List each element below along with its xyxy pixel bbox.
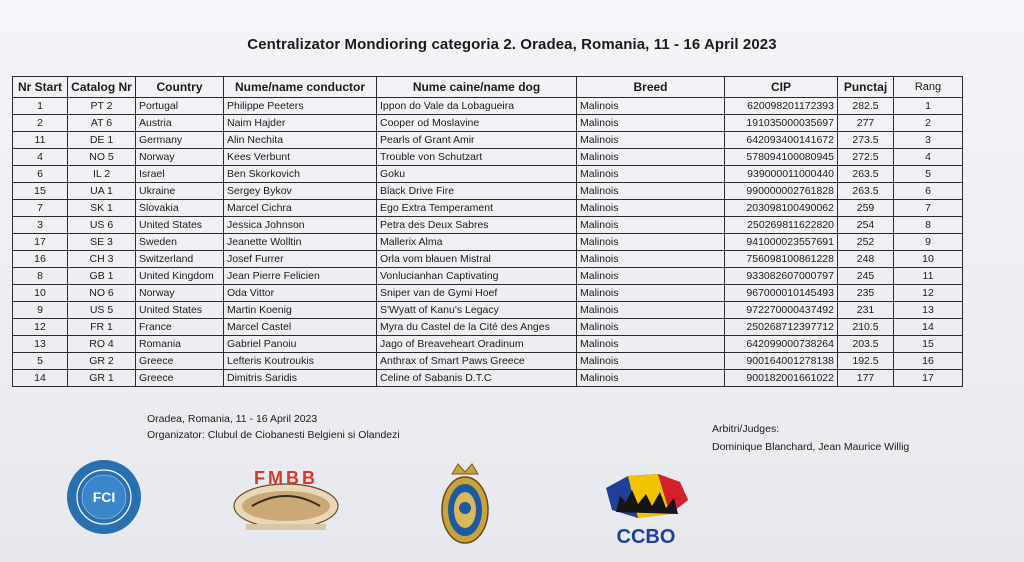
cell-nr-start: 4 <box>13 149 68 166</box>
header-conductor: Nume/name conductor <box>224 77 377 98</box>
cell-nr-start: 14 <box>13 370 68 387</box>
cell-breed: Malinois <box>577 302 725 319</box>
footer-place-date: Oradea, Romania, 11 - 16 April 2023 <box>147 413 318 425</box>
cell-dog-name: Sniper van de Gymi Hoef <box>377 285 577 302</box>
cell-catalog-nr: NO 5 <box>68 149 136 166</box>
table-row <box>13 115 963 132</box>
cell-cip: 642099000738264 <box>725 336 838 353</box>
cell-dog-name: S'Wyatt of Kanu's Legacy <box>377 302 577 319</box>
cell-country: Switzerland <box>136 251 224 268</box>
fmbb-logo-icon <box>226 466 346 536</box>
table-row <box>13 336 963 353</box>
cell-punctaj: 272.5 <box>838 149 894 166</box>
cell-breed: Malinois <box>577 285 725 302</box>
cell-country: Portugal <box>136 98 224 115</box>
cell-breed: Malinois <box>577 149 725 166</box>
cell-nr-start: 9 <box>13 302 68 319</box>
cell-rang: 13 <box>894 302 963 319</box>
cell-cip: 250268712397712 <box>725 319 838 336</box>
cell-rang: 7 <box>894 200 963 217</box>
cell-country: Slovakia <box>136 200 224 217</box>
cell-conductor: Kees Verbunt <box>224 149 377 166</box>
cell-dog-name: Black Drive Fire <box>377 183 577 200</box>
cell-cip: 941000023557691 <box>725 234 838 251</box>
cell-cip: 250269811622820 <box>725 217 838 234</box>
cell-conductor: Jeanette Wolltin <box>224 234 377 251</box>
page-title: Centralizator Mondioring categoria 2. Oradea, Romania, 11 - 16 April 2023 <box>247 36 777 53</box>
footer-organizer-block <box>147 411 400 443</box>
cell-breed: Malinois <box>577 183 725 200</box>
cell-dog-name: Myra du Castel de la Cité des Anges <box>377 319 577 336</box>
table-row <box>13 98 963 115</box>
cell-country: France <box>136 319 224 336</box>
cell-punctaj: 231 <box>838 302 894 319</box>
table-row <box>13 319 963 336</box>
header-rang: Rang <box>894 77 963 98</box>
cell-country: Germany <box>136 132 224 149</box>
cell-punctaj: 263.5 <box>838 166 894 183</box>
cell-cip: 191035000035697 <box>725 115 838 132</box>
cell-country: Ukraine <box>136 183 224 200</box>
cell-rang: 16 <box>894 353 963 370</box>
cell-cip: 642093400141672 <box>725 132 838 149</box>
cell-conductor: Dimitris Saridis <box>224 370 377 387</box>
cell-punctaj: 177 <box>838 370 894 387</box>
cell-conductor: Jessica Johnson <box>224 217 377 234</box>
cell-rang: 6 <box>894 183 963 200</box>
table-row <box>13 234 963 251</box>
cell-dog-name: Pearls of Grant Amir <box>377 132 577 149</box>
cell-breed: Malinois <box>577 132 725 149</box>
fci-logo-icon <box>66 459 142 535</box>
cell-punctaj: 203.5 <box>838 336 894 353</box>
cell-cip: 967000010145493 <box>725 285 838 302</box>
cell-nr-start: 2 <box>13 115 68 132</box>
cell-dog-name: Petra des Deux Sabres <box>377 217 577 234</box>
cell-dog-name: Trouble von Schutzart <box>377 149 577 166</box>
cell-breed: Malinois <box>577 336 725 353</box>
cell-cip: 900182001661022 <box>725 370 838 387</box>
cell-rang: 14 <box>894 319 963 336</box>
cell-rang: 12 <box>894 285 963 302</box>
footer-judges-label: Arbitri/Judges: <box>712 423 780 435</box>
fmbb-logo-text: FMBB <box>254 468 318 488</box>
header-catalog-nr: Catalog Nr <box>68 77 136 98</box>
ccbo-logo-icon <box>598 468 694 550</box>
cell-catalog-nr: US 6 <box>68 217 136 234</box>
cell-rang: 10 <box>894 251 963 268</box>
cell-breed: Malinois <box>577 200 725 217</box>
cell-rang: 4 <box>894 149 963 166</box>
cell-nr-start: 8 <box>13 268 68 285</box>
cell-catalog-nr: GR 1 <box>68 370 136 387</box>
cell-breed: Malinois <box>577 370 725 387</box>
cell-conductor: Sergey Bykov <box>224 183 377 200</box>
cell-rang: 17 <box>894 370 963 387</box>
cell-dog-name: Mallerix Alma <box>377 234 577 251</box>
cell-nr-start: 5 <box>13 353 68 370</box>
cell-rang: 8 <box>894 217 963 234</box>
header-nr-start: Nr Start <box>13 77 68 98</box>
header-cip: CIP <box>725 77 838 98</box>
cell-punctaj: 245 <box>838 268 894 285</box>
cell-country: Romania <box>136 336 224 353</box>
cell-country: United States <box>136 217 224 234</box>
cell-dog-name: Goku <box>377 166 577 183</box>
cell-nr-start: 3 <box>13 217 68 234</box>
cell-conductor: Martin Koenig <box>224 302 377 319</box>
table-row <box>13 200 963 217</box>
cell-conductor: Josef Furrer <box>224 251 377 268</box>
header-country: Country <box>136 77 224 98</box>
cell-punctaj: 252 <box>838 234 894 251</box>
table-row <box>13 251 963 268</box>
cell-catalog-nr: AT 6 <box>68 115 136 132</box>
cell-country: Greece <box>136 370 224 387</box>
table-row <box>13 268 963 285</box>
ccbo-logo-text: CCBO <box>616 526 676 548</box>
cell-breed: Malinois <box>577 98 725 115</box>
cell-country: Sweden <box>136 234 224 251</box>
cell-catalog-nr: UA 1 <box>68 183 136 200</box>
cell-breed: Malinois <box>577 115 725 132</box>
cell-conductor: Lefteris Koutroukis <box>224 353 377 370</box>
cell-country: Norway <box>136 149 224 166</box>
table-row <box>13 166 963 183</box>
cell-country: Austria <box>136 115 224 132</box>
footer-organizer: Organizator: Clubul de Ciobanesti Belgieni si Olandezi <box>147 429 400 441</box>
cell-nr-start: 12 <box>13 319 68 336</box>
cell-punctaj: 235 <box>838 285 894 302</box>
cell-conductor: Ben Skorkovich <box>224 166 377 183</box>
footer-judges-block <box>712 420 909 456</box>
cell-punctaj: 277 <box>838 115 894 132</box>
cell-catalog-nr: NO 6 <box>68 285 136 302</box>
cell-rang: 2 <box>894 115 963 132</box>
table-row <box>13 285 963 302</box>
cell-punctaj: 273.5 <box>838 132 894 149</box>
cell-catalog-nr: US 5 <box>68 302 136 319</box>
cell-catalog-nr: GB 1 <box>68 268 136 285</box>
cell-dog-name: Anthrax of Smart Paws Greece <box>377 353 577 370</box>
table-row <box>13 183 963 200</box>
cell-nr-start: 13 <box>13 336 68 353</box>
cell-nr-start: 16 <box>13 251 68 268</box>
cell-nr-start: 1 <box>13 98 68 115</box>
cell-nr-start: 17 <box>13 234 68 251</box>
cell-dog-name: Jago of Breaveheart Oradinum <box>377 336 577 353</box>
cell-breed: Malinois <box>577 217 725 234</box>
table-row <box>13 302 963 319</box>
header-punctaj: Punctaj <box>838 77 894 98</box>
cell-breed: Malinois <box>577 268 725 285</box>
cell-breed: Malinois <box>577 353 725 370</box>
cell-nr-start: 7 <box>13 200 68 217</box>
cell-conductor: Oda Vittor <box>224 285 377 302</box>
cell-rang: 15 <box>894 336 963 353</box>
cell-breed: Malinois <box>577 251 725 268</box>
results-table <box>12 76 963 387</box>
cell-rang: 11 <box>894 268 963 285</box>
cell-cip: 933082607000797 <box>725 268 838 285</box>
cell-cip: 203098100490062 <box>725 200 838 217</box>
footer-judges: Dominique Blanchard, Jean Maurice Willig <box>712 441 910 453</box>
cell-breed: Malinois <box>577 166 725 183</box>
romanian-club-emblem-icon <box>440 460 490 546</box>
cell-country: Israel <box>136 166 224 183</box>
cell-dog-name: Ippon do Vale da Lobagueira <box>377 98 577 115</box>
cell-punctaj: 210.5 <box>838 319 894 336</box>
cell-cip: 939000011000440 <box>725 166 838 183</box>
cell-nr-start: 11 <box>13 132 68 149</box>
cell-catalog-nr: IL 2 <box>68 166 136 183</box>
cell-conductor: Marcel Castel <box>224 319 377 336</box>
cell-country: United Kingdom <box>136 268 224 285</box>
table-row <box>13 149 963 166</box>
cell-conductor: Gabriel Panoiu <box>224 336 377 353</box>
cell-cip: 990000002761828 <box>725 183 838 200</box>
cell-catalog-nr: RO 4 <box>68 336 136 353</box>
cell-nr-start: 10 <box>13 285 68 302</box>
table-row <box>13 353 963 370</box>
cell-country: Norway <box>136 285 224 302</box>
table-row <box>13 217 963 234</box>
cell-cip: 972270000437492 <box>725 302 838 319</box>
cell-breed: Malinois <box>577 319 725 336</box>
cell-punctaj: 254 <box>838 217 894 234</box>
cell-catalog-nr: FR 1 <box>68 319 136 336</box>
cell-conductor: Jean Pierre Felicien <box>224 268 377 285</box>
cell-rang: 3 <box>894 132 963 149</box>
header-dog: Nume caine/name dog <box>377 77 577 98</box>
cell-rang: 9 <box>894 234 963 251</box>
cell-cip: 900164001278138 <box>725 353 838 370</box>
cell-catalog-nr: GR 2 <box>68 353 136 370</box>
cell-country: Greece <box>136 353 224 370</box>
cell-punctaj: 282.5 <box>838 98 894 115</box>
cell-dog-name: Orla vom blauen Mistral <box>377 251 577 268</box>
cell-catalog-nr: PT 2 <box>68 98 136 115</box>
cell-breed: Malinois <box>577 234 725 251</box>
cell-nr-start: 6 <box>13 166 68 183</box>
cell-punctaj: 248 <box>838 251 894 268</box>
cell-country: United States <box>136 302 224 319</box>
cell-punctaj: 259 <box>838 200 894 217</box>
cell-catalog-nr: DE 1 <box>68 132 136 149</box>
cell-nr-start: 15 <box>13 183 68 200</box>
cell-punctaj: 192.5 <box>838 353 894 370</box>
table-row <box>13 370 963 387</box>
cell-conductor: Philippe Peeters <box>224 98 377 115</box>
cell-conductor: Marcel Cichra <box>224 200 377 217</box>
table-header-row <box>13 77 963 98</box>
cell-catalog-nr: SK 1 <box>68 200 136 217</box>
cell-cip: 578094100080945 <box>725 149 838 166</box>
cell-dog-name: Ego Extra Temperament <box>377 200 577 217</box>
cell-catalog-nr: SE 3 <box>68 234 136 251</box>
cell-rang: 1 <box>894 98 963 115</box>
cell-dog-name: Celine of Sabanis D.T.C <box>377 370 577 387</box>
cell-catalog-nr: CH 3 <box>68 251 136 268</box>
cell-cip: 620098201172393 <box>725 98 838 115</box>
cell-conductor: Alin Nechita <box>224 132 377 149</box>
cell-punctaj: 263.5 <box>838 183 894 200</box>
cell-dog-name: Cooper od Moslavine <box>377 115 577 132</box>
cell-conductor: Naim Hajder <box>224 115 377 132</box>
cell-rang: 5 <box>894 166 963 183</box>
header-breed: Breed <box>577 77 725 98</box>
table-row <box>13 132 963 149</box>
fci-logo-text: FCI <box>92 489 116 505</box>
cell-cip: 756098100861228 <box>725 251 838 268</box>
cell-dog-name: Vonlucianhan Captivating <box>377 268 577 285</box>
